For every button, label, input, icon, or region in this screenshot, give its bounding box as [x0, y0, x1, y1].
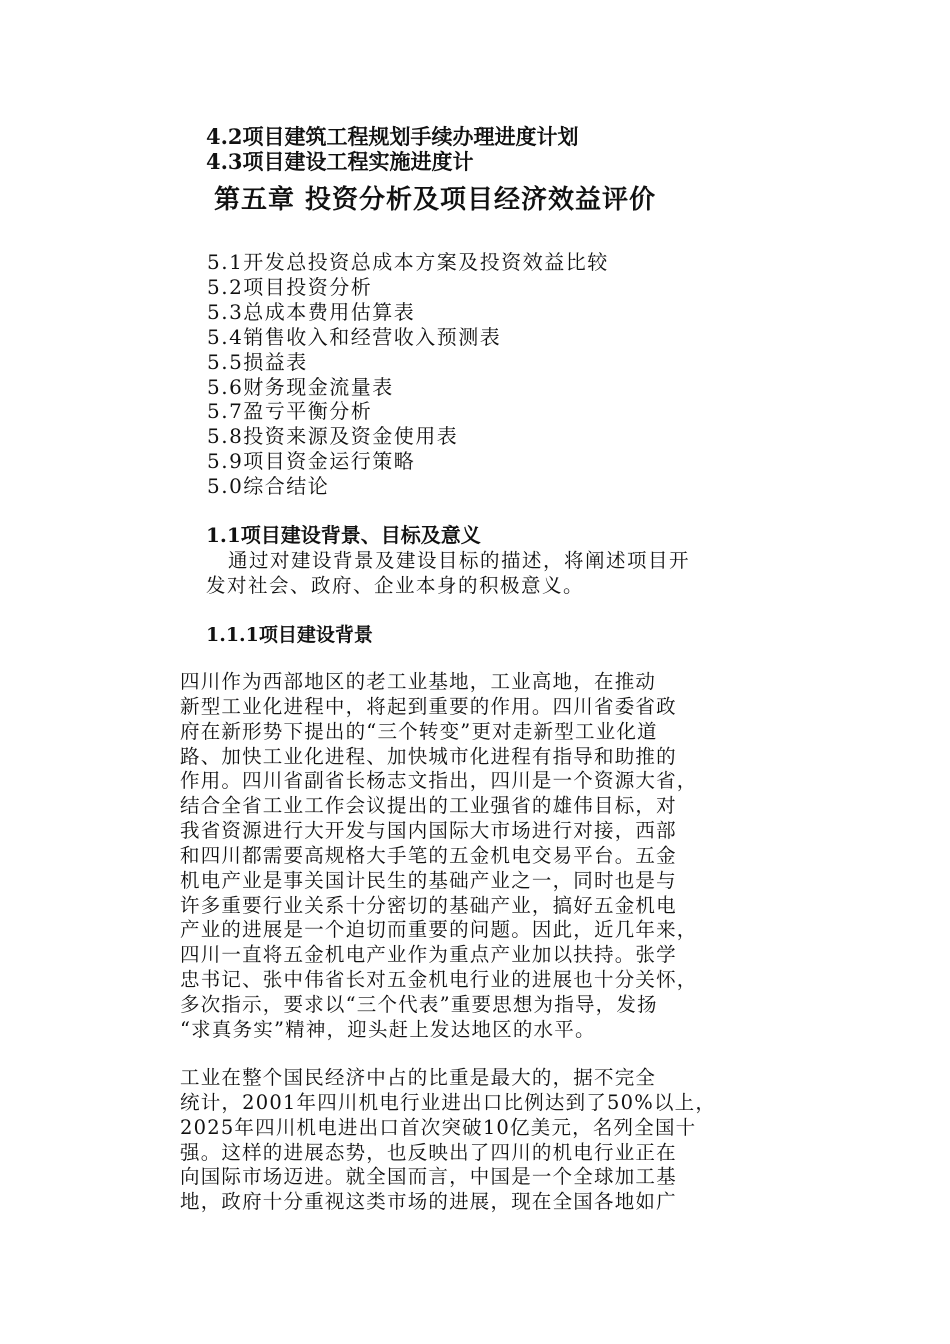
paragraph-line: 府在新形势下提出的“三个转变”更对走新型工业化道 — [180, 719, 658, 743]
paragraph-line: 和四川都需要高规格大手笔的五金机电交易平台。五金 — [180, 843, 677, 867]
toc-item: 5.7盈亏平衡分析 — [207, 399, 373, 424]
chapter-title: 第五章 投资分析及项目经济效益评价 — [214, 185, 657, 215]
paragraph-industry — [180, 1066, 760, 1215]
paragraph-line: 我省资源进行大开发与国内国际大市场进行对接，西部 — [180, 819, 677, 843]
toc-item: 5.1开发总投资总成本方案及投资效益比较 — [207, 250, 609, 274]
heading-4-2: 4.2项目建筑工程规划手续办理进度计划 — [206, 124, 579, 149]
paragraph-line: 路、加快工业化进程、加快城市化进程有指导和助推的 — [180, 744, 677, 768]
toc-item: 5.6财务现金流量表 — [207, 374, 394, 399]
paragraph-line: 地，政府十分重视这类市场的进展，现在全国各地如广 — [180, 1190, 677, 1214]
paragraph-line: 强。这样的进展态势，也反映出了四川的机电行业正在 — [180, 1140, 677, 1164]
paragraph-line: 产业的进展是一个迫切而重要的问题。因此，近几年来， — [180, 918, 698, 942]
section-title: 1.1项目建设背景、目标及意义 — [206, 523, 481, 547]
paragraph-line: 工业在整个国民经济中占的比重是最大的，据不完全 — [180, 1066, 657, 1089]
paragraph-line: 四川作为西部地区的老工业基地，工业高地，在推动 — [180, 670, 657, 693]
toc-item: 5.8投资来源及资金使用表 — [207, 424, 459, 449]
toc-item: 5.3总成本费用估算表 — [207, 299, 416, 324]
toc-item: 5.5损益表 — [207, 349, 308, 374]
subsection-title: 1.1.1项目建设背景 — [206, 624, 373, 646]
paragraph-background — [180, 670, 760, 1043]
section-intro — [206, 548, 746, 598]
paragraph-line: 忠书记、张中伟省长对五金机电行业的进展也十分关怀， — [180, 968, 698, 992]
toc-item: 5.4销售收入和经营收入预测表 — [207, 324, 502, 349]
paragraph-line: 许多重要行业关系十分密切的基础产业，搞好五金机电 — [180, 893, 677, 917]
paragraph-line: 2025年四川机电进出口首次突破10亿美元，名列全国十 — [180, 1115, 697, 1139]
paragraph-line: 统计，2001年四川机电行业进出口比例达到了50%以上， — [180, 1090, 717, 1114]
intro-line: 发对社会、政府、企业本身的积极意义。 — [206, 574, 585, 597]
paragraph-line: 结合全省工业工作会议提出的工业强省的雄伟目标，对 — [180, 794, 677, 818]
paragraph-line: 作用。四川省副省长杨志文指出，四川是一个资源大省， — [180, 769, 698, 793]
paragraph-line: 向国际市场迈进。就全国而言，中国是一个全球加工基 — [180, 1165, 677, 1189]
paragraph-line: 机电产业是事关国计民生的基础产业之一，同时也是与 — [180, 868, 677, 892]
intro-line: 通过对建设背景及建设目标的描述，将阐述项目开 — [228, 549, 691, 572]
toc-list — [207, 250, 609, 499]
toc-item: 5.0综合结论 — [207, 474, 330, 499]
paragraph-line: 多次指示，要求以“三个代表”重要思想为指导，发扬 — [180, 992, 658, 1016]
paragraph-line: “求真务实”精神，迎头赶上发达地区的水平。 — [180, 1017, 596, 1041]
paragraph-line: 四川一直将五金机电产业作为重点产业加以扶持。张学 — [180, 943, 677, 967]
paragraph-line: 新型工业化进程中，将起到重要的作用。四川省委省政 — [180, 694, 677, 718]
toc-item: 5.9项目资金运行策略 — [207, 449, 416, 474]
toc-item: 5.2项目投资分析 — [207, 274, 373, 299]
heading-4-3: 4.3项目建设工程实施进度计 — [206, 149, 474, 174]
